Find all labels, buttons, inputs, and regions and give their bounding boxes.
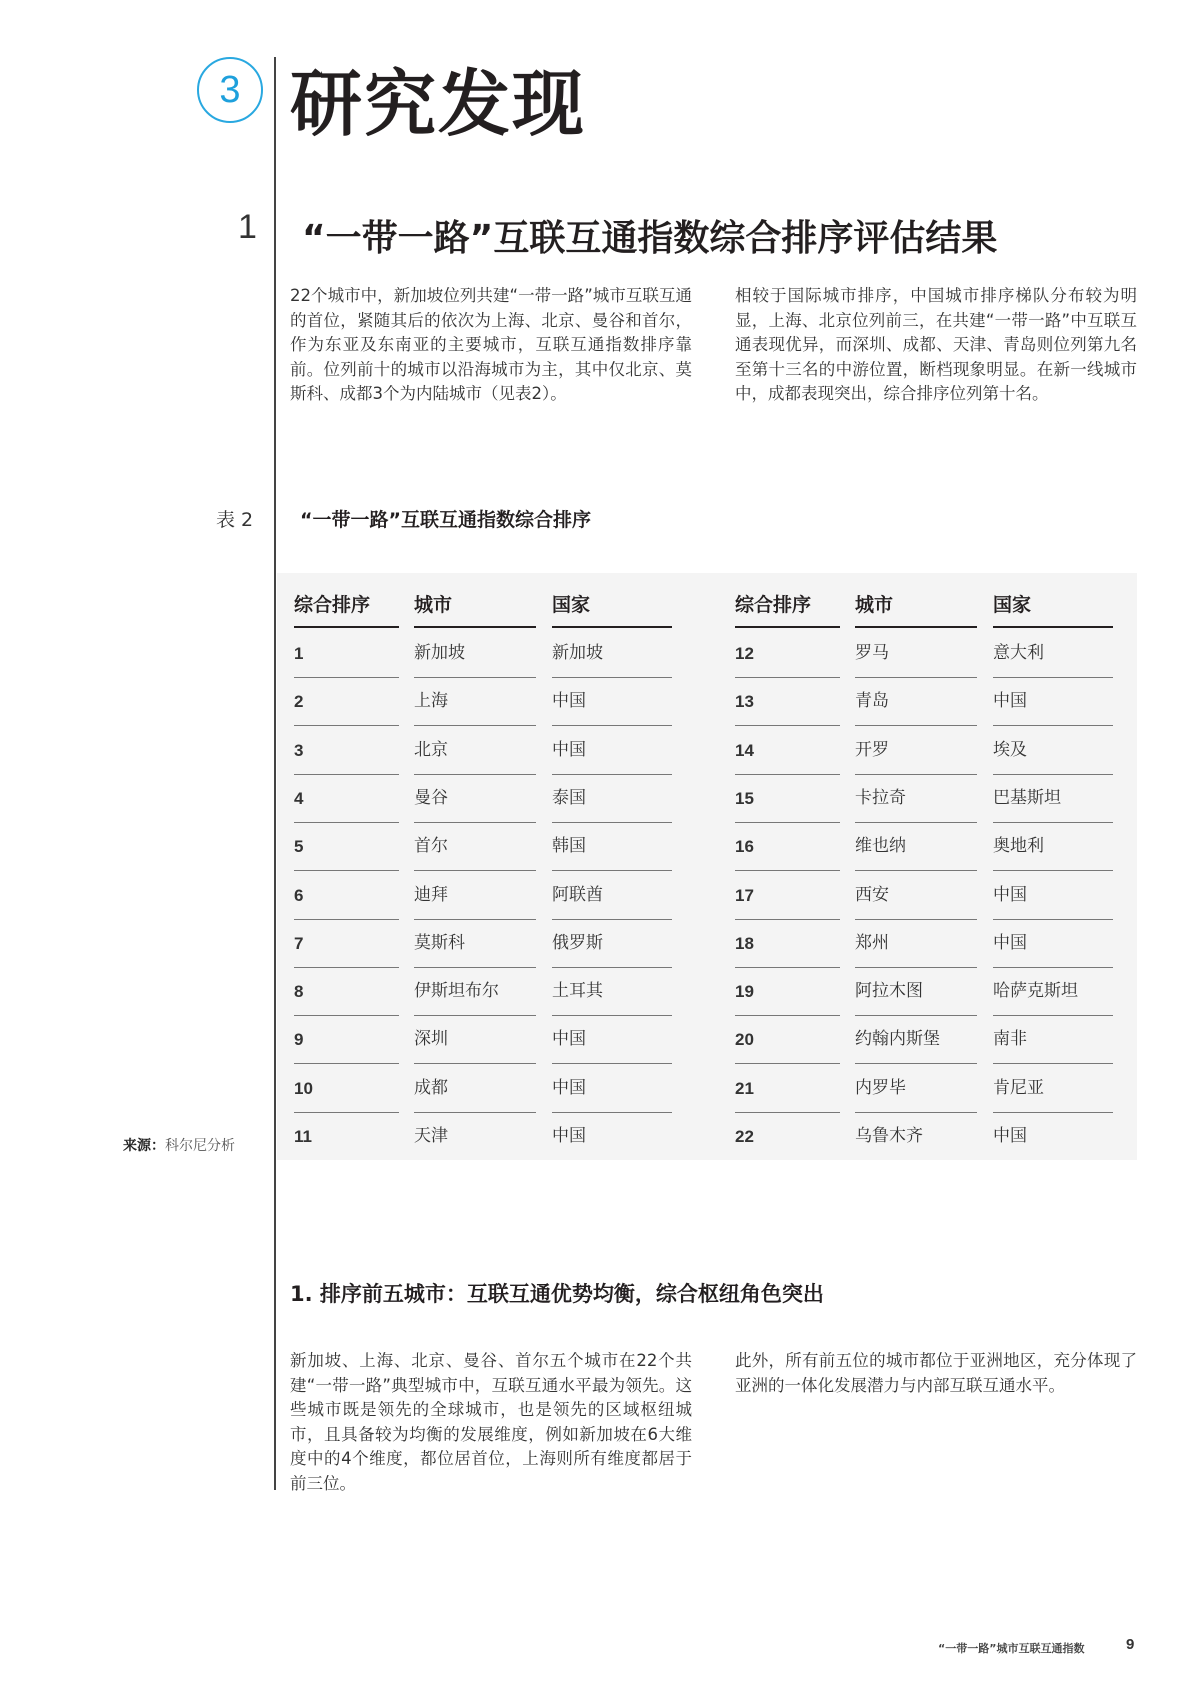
country-cell: 肯尼亚 — [993, 1065, 1113, 1113]
rank-cell: 12 — [735, 630, 840, 678]
table-row — [294, 727, 674, 775]
country-cell: 哈萨克斯坦 — [993, 968, 1113, 1016]
table-row — [294, 1113, 674, 1161]
rank-cell: 14 — [735, 727, 840, 775]
country-cell: 中国 — [993, 872, 1113, 920]
rank-cell: 11 — [294, 1127, 312, 1146]
table-source — [123, 1135, 235, 1155]
table-title: “一带一路”互联互通指数综合排序 — [300, 509, 591, 531]
city-cell: 开罗 — [855, 727, 977, 775]
chapter-number: 3 — [219, 69, 241, 111]
chapter-number-badge — [197, 57, 263, 123]
table-row — [294, 678, 674, 726]
rank-cell: 10 — [294, 1065, 399, 1113]
city-cell: 北京 — [414, 727, 536, 775]
table-row — [294, 823, 674, 871]
table-row — [735, 1113, 1115, 1161]
rank-cell: 3 — [294, 727, 399, 775]
source-text: 科尔尼分析 — [165, 1138, 235, 1154]
city-cell: 深圳 — [414, 1016, 536, 1064]
table-row — [735, 1065, 1115, 1113]
city-cell: 西安 — [855, 872, 977, 920]
country-cell: 奥地利 — [993, 823, 1113, 871]
country-cell: 中国 — [552, 1126, 586, 1146]
country-cell: 埃及 — [993, 727, 1113, 775]
rank-cell: 13 — [735, 678, 840, 726]
city-cell: 成都 — [414, 1065, 536, 1113]
city-cell: 卡拉奇 — [855, 775, 977, 823]
city-cell: 内罗毕 — [855, 1065, 977, 1113]
city-cell: 阿拉木图 — [855, 968, 977, 1016]
rank-cell: 6 — [294, 872, 399, 920]
column-header: 综合排序 — [294, 590, 399, 628]
country-cell: 新加坡 — [552, 630, 672, 678]
city-cell: 维也纳 — [855, 823, 977, 871]
table-row — [294, 1016, 674, 1064]
table-row — [294, 920, 674, 968]
rank-cell: 5 — [294, 823, 399, 871]
rank-cell: 16 — [735, 823, 840, 871]
city-cell: 伊斯坦布尔 — [414, 968, 536, 1016]
section-number: 1 — [238, 208, 257, 246]
country-cell: 中国 — [993, 920, 1113, 968]
section-heading: “一带一路”互联互通指数综合排序评估结果 — [302, 218, 998, 259]
country-cell: 泰国 — [552, 775, 672, 823]
rank-cell: 19 — [735, 968, 840, 1016]
table-row — [735, 630, 1115, 678]
city-cell: 上海 — [414, 678, 536, 726]
table-row — [735, 1016, 1115, 1064]
table-row — [735, 727, 1115, 775]
table-row — [294, 1065, 674, 1113]
footer-title: “一带一路”城市互联互通指数 — [938, 1642, 1085, 1655]
rank-cell: 9 — [294, 1016, 399, 1064]
country-cell: 俄罗斯 — [552, 920, 672, 968]
table-row — [735, 872, 1115, 920]
rank-cell: 8 — [294, 968, 399, 1016]
city-cell: 青岛 — [855, 678, 977, 726]
section-paragraph-right: 相较于国际城市排序，中国城市排序梯队分布较为明显，上海、北京位列前三，在共建“一带一路”中互联互通表现优异，而深圳、成都、天津、青岛则位列第九名至第十三名的中游位置，断档现象明显。在新一线城市中，成都表现突出，综合排序位列第十名。 — [735, 286, 1137, 403]
table-row — [735, 775, 1115, 823]
rank-cell: 7 — [294, 920, 399, 968]
city-cell: 新加坡 — [414, 630, 536, 678]
country-cell: 中国 — [552, 1016, 672, 1064]
country-cell: 韩国 — [552, 823, 672, 871]
city-cell: 莫斯科 — [414, 920, 536, 968]
subsection-paragraph-right: 此外，所有前五位的城市都位于亚洲地区，充分体现了亚洲的一体化发展潜力与内部互联互通水平。 — [735, 1351, 1137, 1395]
rank-cell: 1 — [294, 630, 399, 678]
rank-cell: 20 — [735, 1016, 840, 1064]
page-number: 9 — [1126, 1636, 1135, 1653]
table-row — [735, 920, 1115, 968]
rank-cell: 15 — [735, 775, 840, 823]
city-cell: 约翰内斯堡 — [855, 1016, 977, 1064]
country-cell: 意大利 — [993, 630, 1113, 678]
table-row — [294, 775, 674, 823]
section-paragraph-left: 22个城市中，新加坡位列共建“一带一路”城市互联互通的首位，紧随其后的依次为上海、北京、曼谷和首尔，作为东亚及东南亚的主要城市，互联互通指数排序靠前。位列前十的城市以沿海城市为主，其中仅北京、莫斯科、成都3个为内陆城市（见表2）。 — [290, 286, 692, 403]
country-cell: 中国 — [993, 678, 1113, 726]
city-cell: 乌鲁木齐 — [855, 1126, 923, 1146]
rank-cell: 4 — [294, 775, 399, 823]
source-label: 来源： — [123, 1138, 165, 1154]
city-cell: 迪拜 — [414, 872, 536, 920]
country-cell: 中国 — [993, 1126, 1027, 1146]
column-header: 城市 — [414, 590, 536, 628]
city-cell: 曼谷 — [414, 775, 536, 823]
page-title: 研究发现 — [290, 62, 587, 146]
table-row — [735, 968, 1115, 1016]
subsection-paragraph-left: 新加坡、上海、北京、曼谷、首尔五个城市在22个共建“一带一路”典型城市中，互联互通水平最为领先。这些城市既是领先的全球城市，也是领先的区域枢纽城市，且具备较为均衡的发展维度，例如新加坡在6大维度中的4个维度，都位居首位，上海则所有维度都居于前三位。 — [290, 1351, 692, 1493]
city-cell: 首尔 — [414, 823, 536, 871]
country-cell: 中国 — [552, 1065, 672, 1113]
subsection-heading: 1. 排序前五城市：互联互通优势均衡，综合枢纽角色突出 — [290, 1282, 824, 1306]
country-cell: 南非 — [993, 1016, 1113, 1064]
table-row — [294, 968, 674, 1016]
rank-cell: 21 — [735, 1065, 840, 1113]
table-row — [735, 823, 1115, 871]
table-row — [294, 872, 674, 920]
city-cell: 郑州 — [855, 920, 977, 968]
column-header: 国家 — [993, 590, 1113, 628]
city-cell: 天津 — [414, 1126, 448, 1146]
column-header: 国家 — [552, 590, 672, 628]
country-cell: 中国 — [552, 727, 672, 775]
table-row — [294, 630, 674, 678]
country-cell: 中国 — [552, 678, 672, 726]
rank-cell: 18 — [735, 920, 840, 968]
country-cell: 阿联酋 — [552, 872, 672, 920]
rank-cell: 2 — [294, 678, 399, 726]
column-header: 综合排序 — [735, 590, 840, 628]
table-row — [735, 678, 1115, 726]
table-label: 表 2 — [216, 509, 254, 531]
rank-cell: 22 — [735, 1127, 754, 1146]
country-cell: 巴基斯坦 — [993, 775, 1113, 823]
column-header: 城市 — [855, 590, 977, 628]
vertical-divider — [274, 57, 276, 1490]
city-cell: 罗马 — [855, 630, 977, 678]
country-cell: 土耳其 — [552, 968, 672, 1016]
rank-cell: 17 — [735, 872, 840, 920]
